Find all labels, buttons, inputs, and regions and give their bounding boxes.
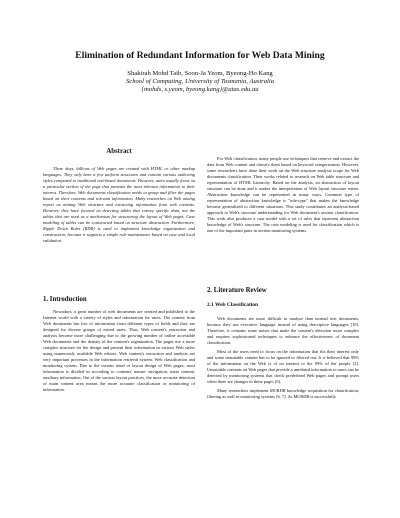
abstract-text: These days, billions of Web pages are created with HTML or other markup languages. They only have a few uniform structures and contain various authoring styles compared to traditional text-based documents. However, users usually focus on a particular section of the page that presents the most relevant information to their interest. Therefore, Web documents classification needs to group and filter the pages based on their contents and relevant information. Many researches on Web mining report on mining Web structure and extracting information from web contents. However, they have focused on detecting tables that convey specific data, not the tables that are used as a mechanism for structuring the layout of Web pages. Case modeling of tables can be constructed based on structure abstraction. Furthermore, Ripple Down Rules (RDR) is used to implement knowledge organization and construction, because it supports a simple rule maintenance based on case and local validation.	[43, 166, 195, 243]
author-names: Shakirah Mohd Taib, Soon-Ja Yeom, Byeong-Ho Kang	[127, 70, 273, 77]
paragraph: Nowadays, a great number of web documents are created and published to the Internet world with a variety of styles and information for users. The content from Web documents has lots of information from different types of fields and they are designed for diverse groups of mixed users. Thus, Web content's extraction and analysis become more challenging due to the growing number of online accessible Web documents and the density of the content's organization. The pages use a more complex structure for the design and present their information in various Web styles using numerously available Web editors. Web content's extraction and analysis are very important processes in the information retrieval system, Web classification and monitoring system. Due to the current trend of layout design of Web pages, most information is divided in according to contents' nature: navigation, main content, auxiliary information. Out of the various layout practices, the more accurate detection of main content area means the more accurate classification or monitoring of information.	[43, 309, 195, 392]
web-classification-body	[207, 316, 359, 400]
paper-title: Elimination of Redundant Information for Web Data Mining	[75, 50, 325, 61]
affiliation: School of Computing, University of Tasmania, Australia	[125, 78, 274, 86]
abstract-heading: Abstract	[106, 148, 132, 155]
subsection-heading-web-classification: 2.1 Web Classification	[207, 302, 258, 308]
introduction-continuation: For Web classification, many people use techniques that retrieve and extract the data from Web content and classify them based on keyword categorization. However, some researchers have done their work on the Web structure analysis scope for Web documents classification. Their works related to research on Web table structure and representation of HTML hierarchy. Based on the analysis, an abstraction of layout structure can be done and it makes the interpretation of Web layout structure easier. Abstraction knowledge can be represented in many ways. Common type of representation of abstraction knowledge is "rule-type" that makes the knowledge become generalized to different situations. This study contributes an analysis-based approach to Web's structure understanding for Web document's section classification. This work also produces a case model with a set of rules that represent abstraction knowledge of Web's structure. The case modeling is used for classification which is one of the important parts in section monitoring systems.	[207, 156, 359, 233]
introduction-body	[43, 309, 195, 393]
author-emails: {mohds, s.yeom, byeong.kang}@utas.edu.au	[141, 86, 259, 94]
paragraph: Many researchers implement MCRDR knowledge acquisition for classification, filtering as well as monitoring systems [6, 7]. As MCRDR is successfully	[207, 388, 359, 399]
section-heading-literature-review: 2. Literature Review	[207, 287, 267, 294]
section-heading-introduction: 1. Introduction	[43, 296, 87, 303]
author-block	[0, 70, 400, 95]
paragraph: Web documents are more difficult to analyze than normal text documents, because they use evocative language instead of using descriptive languages [10]. Therefore, it contains some noises that make the content's detection more complex and requires sophisticated techniques to enhance the effectiveness of document classification.	[207, 316, 359, 345]
paragraph: Most of the users need to focus on the information that fits their interest only and some unsuitable content has to be ignored or filtered out. It is believed that 99% of the information on the Web is of no interest to the 99% of the people [2]. Unsuitable contents on Web pages that provide a unrelated information to users can be detected by monitoring systems that check predefined Web pages and prompt users when there are changes in these pages [6].	[207, 349, 359, 384]
